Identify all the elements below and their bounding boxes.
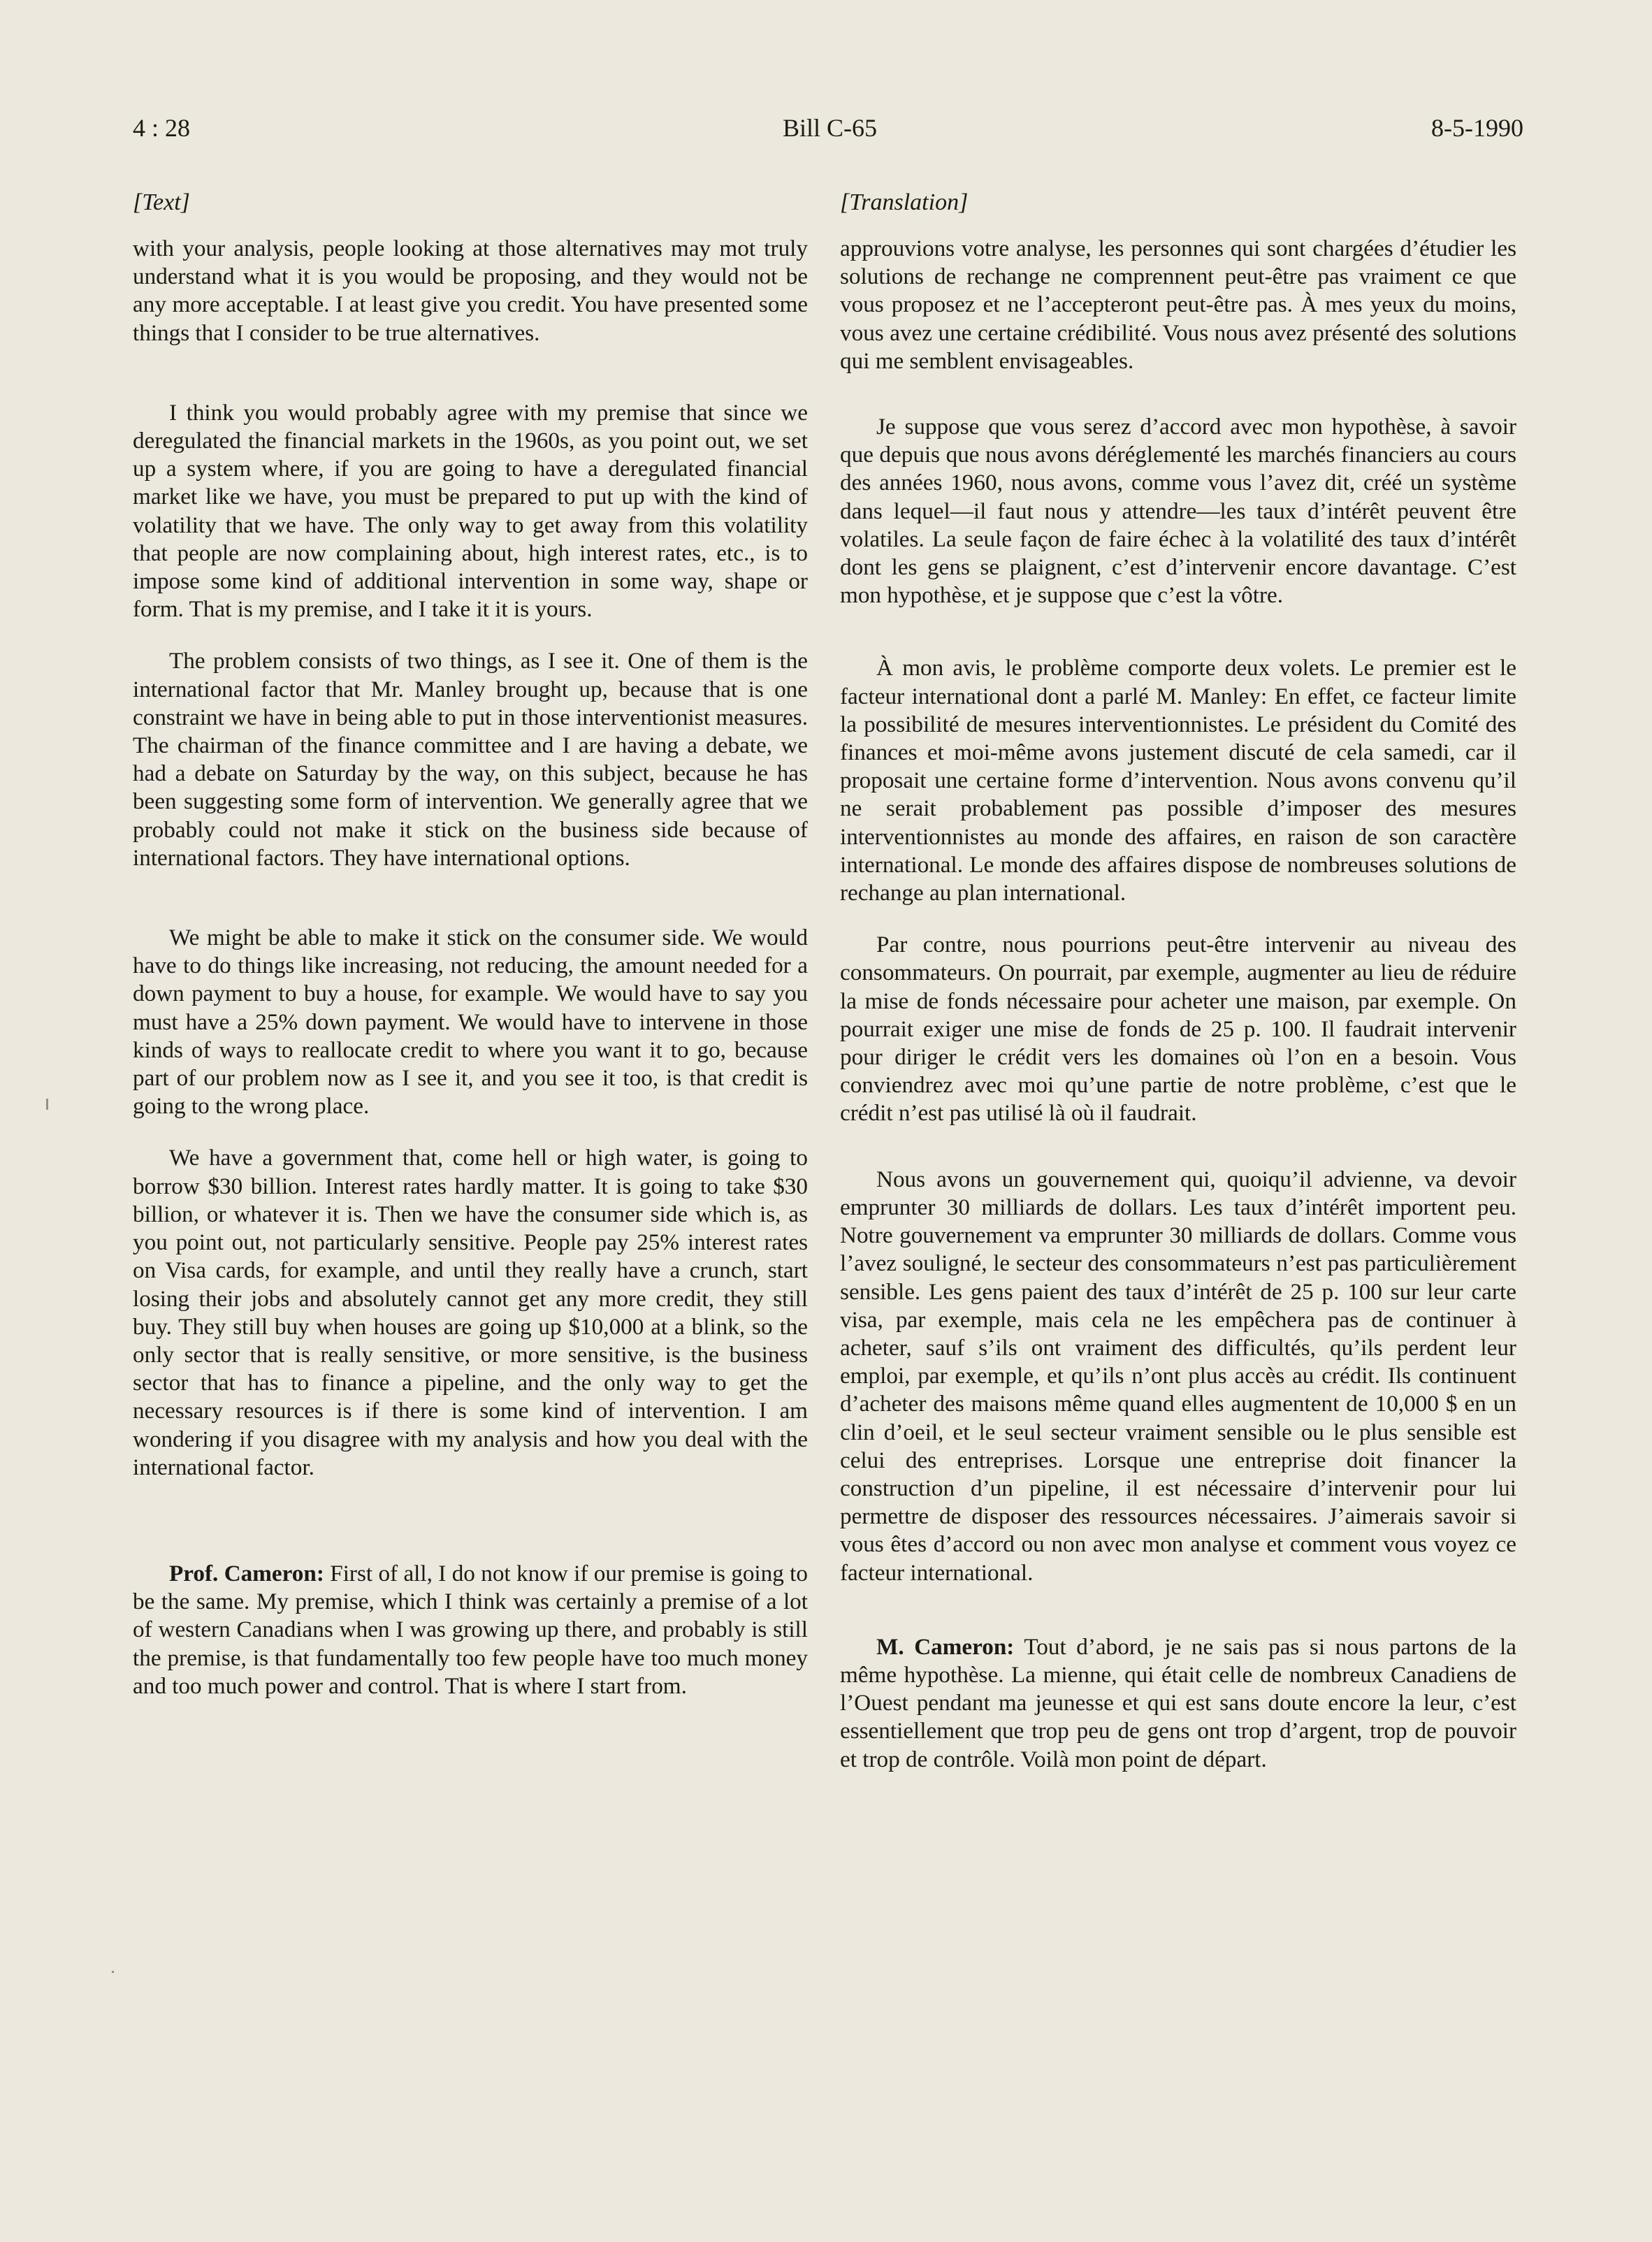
paragraph-text: We have a government that, come hell or high water, is going to borrow $30 billion. Interest rates hardly matter. It is going to take $30 billion, or whatever it is. Then we have the consumer side which is, as you point out, not particularly sensitive. People pay 25% interest rates on Visa cards, for example, and until they really have a crunch, start losing their jobs and absolutely cannot get any more credit, they still buy. They still buy when houses are going up $10,000 at a blink, so the only sector that is really sensitive, or more sensitive, is the business sector that has to finance a pipeline, and the only way to get the necessary resources is if there is some kind of intervention. I am wondering if you disagree with my analysis and how you deal with the international factor. xyxy=(133,1145,808,1480)
french-column xyxy=(840,189,1516,1774)
paragraph-text: À mon avis, le problème comporte deux volets. Le premier est le facteur international dont a parlé M. Manley: En effet, ce facteur limite la possibilité de mesures interventionnistes. Le président du Comité des finances et moi-même avons justement discuté de cela samedi, car il proposait une certaine forme d’intervention. Nous avons convenu qu’il ne serait probablement pas possible d’imposer des mesures interventionnistes au monde des affaires, en raison de son caractère international. Le monde des affaires dispose de nombreuses solutions de rechange au plan international. xyxy=(840,655,1516,906)
paragraph xyxy=(840,235,1516,375)
paragraph-text: Nous avons un gouvernement qui, quoiqu’il advienne, va devoir emprunter 30 milliards de dollars. Les taux d’intérêt importent peu. Notre gouvernement va emprunter 30 milliards de dollars. Comme vous l’avez souligné, le secteur des consommateurs n’est pas particulièrement sensible. Les gens paient des taux d’intérêt de 25 p. 100 sur leur carte visa, par exemple, mais cela ne les empêchera pas de continuer à acheter, sauf s’ils ont vraiment des difficultés, qu’ils perdent leur emploi, par exemple, et qu’ils n’ont plus accès au crédit. Ils continuent d’acheter des maisons même quand elles augmentent de 10,000 $ en un clin d’oeil, et le seul secteur vraiment sensible ou le plus sensible est celui des entreprises. Lorsque une entreprise doit financer la construction d’un pipeline, il est nécessaire d’intervenir pour lui permettre de disposer des ressources nécessaires. J’aimerais savoir si vous êtes d’accord ou non avec mon analyse et comment vous voyez ce facteur international. xyxy=(840,1166,1516,1586)
paragraph-text: approuvions votre analyse, les personnes qui sont chargées d’étudier les solutions de rechange ne comprennent peut-être pas vraiment ce que vous proposez et ne l’accepteront peut-être pas. À mes yeux du moins, vous avez une certaine crédibilité. Vous nous avez présenté des solutions qui me semblent envisageables. xyxy=(840,236,1516,374)
speaker-paragraph xyxy=(840,1633,1516,1774)
paragraph-text: Je suppose que vous serez d’accord avec mon hypothèse, à savoir que depuis que nous avons déréglementé les marchés financiers au cours des années 1960, nous avons, comme vous l’avez dit, créé un système dans lequel—il faut nous y attendre—les taux d’intérêt peuvent être volatiles. La seule façon de faire échec à la volatilité des taux d’intérêt dont les gens se plaignent, c’est d’intervenir encore davantage. C’est mon hypothèse, et je suppose que c’est la vôtre. xyxy=(840,414,1516,609)
column-label-translation: [Translation] xyxy=(840,189,969,215)
page-number: 4 : 28 xyxy=(133,114,191,142)
paragraph xyxy=(840,413,1516,609)
paragraph xyxy=(133,235,808,347)
paragraph xyxy=(133,1144,808,1481)
paragraph xyxy=(133,399,808,624)
paragraph xyxy=(840,654,1516,907)
paragraph xyxy=(840,931,1516,1127)
english-column xyxy=(133,189,808,1700)
session-date: 8-5-1990 xyxy=(1431,114,1523,142)
margin-dot xyxy=(112,1971,114,1973)
margin-mark xyxy=(46,1099,48,1110)
page-header xyxy=(133,113,1523,155)
column-label-text: [Text] xyxy=(133,189,190,215)
paragraph-text: Par contre, nous pourrions peut-être intervenir au niveau des consommateurs. On pourrait, par exemple, augmenter au lieu de réduire la mise de fonds nécessaire pour acheter une maison, par exemple. On pourrait exiger une mise de fonds de 25 p. 100. Il faudrait intervenir pour diriger le crédit vers les domaines où l’on en a besoin. Vous conviendrez avec moi qu’une partie de notre problème, c’est que le crédit n’est pas utilisé là où il faudrait. xyxy=(840,932,1516,1127)
speaker-paragraph xyxy=(133,1560,808,1700)
paragraph-text: We might be able to make it stick on the consumer side. We would have to do things like increasing, not reducing, the amount needed for a down payment to buy a house, for example. We would have to say you must have a 25% down payment. We would have to intervene in those kinds of ways to reallocate credit to where you want it to go, because part of our problem now as I see it, and you see it too, is that credit is going to the wrong place. xyxy=(133,925,808,1120)
paragraph-text: Tout d’abord, je ne sais pas si nous partons de la même hypothèse. La mienne, qui était celle de nombreux Canadiens de l’Ouest pendant ma jeunesse et qui est sans doute encore la leur, c’est essentiellement que trop peu de gens ont trop d’argent, trop de pouvoir et trop de contrôle. Voilà mon point de départ. xyxy=(840,1633,1517,1772)
paragraph xyxy=(840,1166,1516,1587)
paragraph-text: I think you would probably agree with my premise that since we deregulated the financial markets in the 1960s, as you point out, we set up a system where, if you are going to have a deregulated financial market like we have, you must be prepared to put up with the kind of volatility that we have. The only way to get away from this volatility that people are now complaining about, high interest rates, etc., is to impose some kind of additional intervention in some way, shape or form. That is my premise, and I take it it is yours. xyxy=(133,399,808,623)
paragraph-text: with your analysis, people looking at those alternatives may mot truly understand what it is you would be proposing, and they would not be any more acceptable. I at least give you credit. You have presented some things that I consider to be true alternatives. xyxy=(133,236,808,346)
paragraph xyxy=(133,647,808,872)
speaker-name: Prof. Cameron: xyxy=(169,1560,324,1586)
paragraph-text: The problem consists of two things, as I see it. One of them is the international factor that Mr. Manley brought up, because that is one constraint we have in being able to put in those interventionist measures. The chairman of the finance committee and I are having a debate, we had a debate on Saturday by the way, on this subject, because he has been suggesting some form of intervention. We generally agree that we probably could not make it stick on the business side because of international factors. They have international options. xyxy=(133,648,808,871)
paragraph-text: First of all, I do not know if our premise is going to be the same. My premise, which I think was certainly a premise of a lot of western Canadians when I was growing up there, and probably is still the premise, is that fundamentally too few people have too much money and too much power and control. That is where I start from. xyxy=(133,1560,808,1699)
bill-title: Bill C-65 xyxy=(783,114,878,142)
paragraph xyxy=(133,924,808,1120)
speaker-name: M. Cameron: xyxy=(876,1633,1015,1660)
